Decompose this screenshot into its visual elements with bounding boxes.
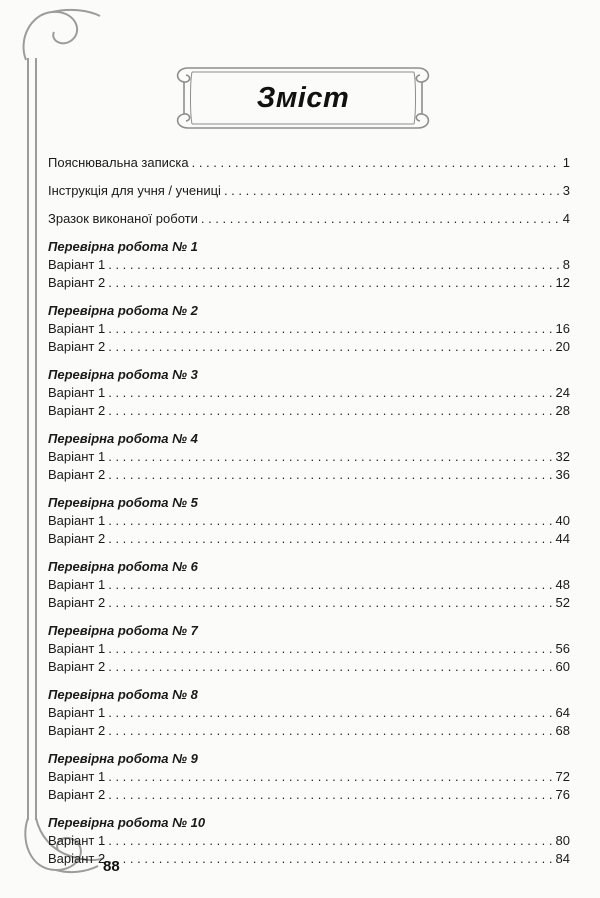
toc-section xyxy=(48,238,570,292)
leader-dots xyxy=(108,402,552,420)
toc-entry-label: Варіант 1 xyxy=(48,833,106,848)
toc-entry-page: 4 xyxy=(562,211,570,226)
toc-entry-label: Варіант 1 xyxy=(48,705,106,720)
toc-entry[interactable] xyxy=(48,182,570,200)
toc-entry-label: Пояснювальна записка xyxy=(48,155,189,170)
toc-entry[interactable] xyxy=(48,402,570,420)
toc-entry-label: Варіант 1 xyxy=(48,641,106,656)
toc-section xyxy=(48,686,570,740)
leader-dots xyxy=(108,594,552,612)
leader-dots xyxy=(192,154,560,172)
toc-section xyxy=(48,814,570,868)
leader-dots xyxy=(108,576,552,594)
toc-entry-page: 76 xyxy=(555,787,570,802)
toc-entry-label: Варіант 2 xyxy=(48,787,106,802)
toc-entry-label: Варіант 1 xyxy=(48,513,106,528)
toc-entry[interactable] xyxy=(48,274,570,292)
leader-dots xyxy=(108,704,552,722)
leader-dots xyxy=(201,210,560,228)
toc-entry-page: 16 xyxy=(555,321,570,336)
toc-entry-label: Варіант 1 xyxy=(48,577,106,592)
leader-dots xyxy=(224,182,560,200)
toc-entry-page: 3 xyxy=(562,183,570,198)
toc-entry[interactable] xyxy=(48,786,570,804)
page-number: 88 xyxy=(103,858,120,875)
section-title: Перевірна робота № 3 xyxy=(48,367,198,382)
section-title: Перевірна робота № 1 xyxy=(48,239,198,254)
toc-entry[interactable] xyxy=(48,594,570,612)
toc-entry[interactable] xyxy=(48,704,570,722)
toc-entry[interactable] xyxy=(48,210,570,228)
toc-entry-label: Варіант 2 xyxy=(48,275,106,290)
leader-dots xyxy=(108,768,552,786)
toc-entry-page: 80 xyxy=(555,833,570,848)
toc-entry-label: Варіант 2 xyxy=(48,851,106,866)
leader-dots xyxy=(108,448,552,466)
leader-dots xyxy=(108,530,552,548)
toc-entry[interactable] xyxy=(48,850,570,868)
toc-entry[interactable] xyxy=(48,154,570,172)
toc-section xyxy=(48,430,570,484)
toc-section xyxy=(48,366,570,420)
leader-dots xyxy=(108,512,552,530)
toc-entry-label: Варіант 2 xyxy=(48,723,106,738)
toc-entry[interactable] xyxy=(48,768,570,786)
toc-section xyxy=(48,302,570,356)
toc-entry-page: 68 xyxy=(555,723,570,738)
toc-entry-page: 32 xyxy=(555,449,570,464)
toc-entry-page: 60 xyxy=(555,659,570,674)
toc-entry-page: 12 xyxy=(555,275,570,290)
toc-entry[interactable] xyxy=(48,466,570,484)
toc-entry-page: 72 xyxy=(555,769,570,784)
toc-entry[interactable] xyxy=(48,512,570,530)
toc-entry-label: Інструкція для учня / учениці xyxy=(48,183,221,198)
leader-dots xyxy=(108,320,552,338)
toc-entry-label: Варіант 1 xyxy=(48,321,106,336)
toc-entry-page: 40 xyxy=(555,513,570,528)
toc-entry[interactable] xyxy=(48,384,570,402)
section-title: Перевірна робота № 7 xyxy=(48,623,198,638)
toc-entry-page: 28 xyxy=(555,403,570,418)
leader-dots xyxy=(108,640,552,658)
section-title: Перевірна робота № 9 xyxy=(48,751,198,766)
toc-entry-page: 20 xyxy=(555,339,570,354)
toc-entry-label: Варіант 1 xyxy=(48,257,106,272)
toc-entry-label: Варіант 2 xyxy=(48,531,106,546)
toc-section xyxy=(48,622,570,676)
toc-entry-label: Варіант 2 xyxy=(48,339,106,354)
toc-entry-page: 64 xyxy=(555,705,570,720)
section-title: Перевірна робота № 5 xyxy=(48,495,198,510)
leader-dots xyxy=(108,786,552,804)
title-cartouche xyxy=(172,62,434,134)
toc-entry-label: Варіант 2 xyxy=(48,595,106,610)
section-title: Перевірна робота № 8 xyxy=(48,687,198,702)
toc-entry[interactable] xyxy=(48,832,570,850)
toc-entry-label: Варіант 1 xyxy=(48,769,106,784)
leader-dots xyxy=(108,384,552,402)
leader-dots xyxy=(108,338,552,356)
toc-entry[interactable] xyxy=(48,722,570,740)
leader-dots xyxy=(108,256,560,274)
table-of-contents xyxy=(48,154,570,868)
toc-entry[interactable] xyxy=(48,530,570,548)
toc-entry[interactable] xyxy=(48,658,570,676)
leader-dots xyxy=(108,466,552,484)
toc-section xyxy=(48,494,570,548)
toc-entry[interactable] xyxy=(48,576,570,594)
toc-entry-label: Варіант 2 xyxy=(48,403,106,418)
leader-dots xyxy=(108,274,552,292)
section-title: Перевірна робота № 2 xyxy=(48,303,198,318)
section-title: Перевірна робота № 6 xyxy=(48,559,198,574)
toc-entry-label: Варіант 1 xyxy=(48,449,106,464)
toc-section xyxy=(48,558,570,612)
toc-section xyxy=(48,750,570,804)
leader-dots xyxy=(108,850,552,868)
toc-entry-page: 48 xyxy=(555,577,570,592)
leader-dots xyxy=(108,722,552,740)
toc-entry-page: 44 xyxy=(555,531,570,546)
toc-entry[interactable] xyxy=(48,640,570,658)
toc-entry[interactable] xyxy=(48,448,570,466)
toc-entry-page: 24 xyxy=(555,385,570,400)
toc-entry-page: 52 xyxy=(555,595,570,610)
toc-entry-label: Зразок виконаної роботи xyxy=(48,211,198,226)
toc-entry-label: Варіант 2 xyxy=(48,467,106,482)
toc-entry-page: 36 xyxy=(555,467,570,482)
toc-entry-label: Варіант 2 xyxy=(48,659,106,674)
leader-dots xyxy=(108,658,552,676)
toc-entry-page: 8 xyxy=(562,257,570,272)
leader-dots xyxy=(108,832,552,850)
section-title: Перевірна робота № 4 xyxy=(48,431,198,446)
toc-entry[interactable] xyxy=(48,256,570,274)
toc-entry-page: 56 xyxy=(555,641,570,656)
toc-entry-page: 84 xyxy=(555,851,570,866)
toc-entry[interactable] xyxy=(48,338,570,356)
toc-entry-label: Варіант 1 xyxy=(48,385,106,400)
toc-entry[interactable] xyxy=(48,320,570,338)
section-title: Перевірна робота № 10 xyxy=(48,815,206,830)
toc-entry-page: 1 xyxy=(562,155,570,170)
page-title: Зміст xyxy=(256,81,350,114)
